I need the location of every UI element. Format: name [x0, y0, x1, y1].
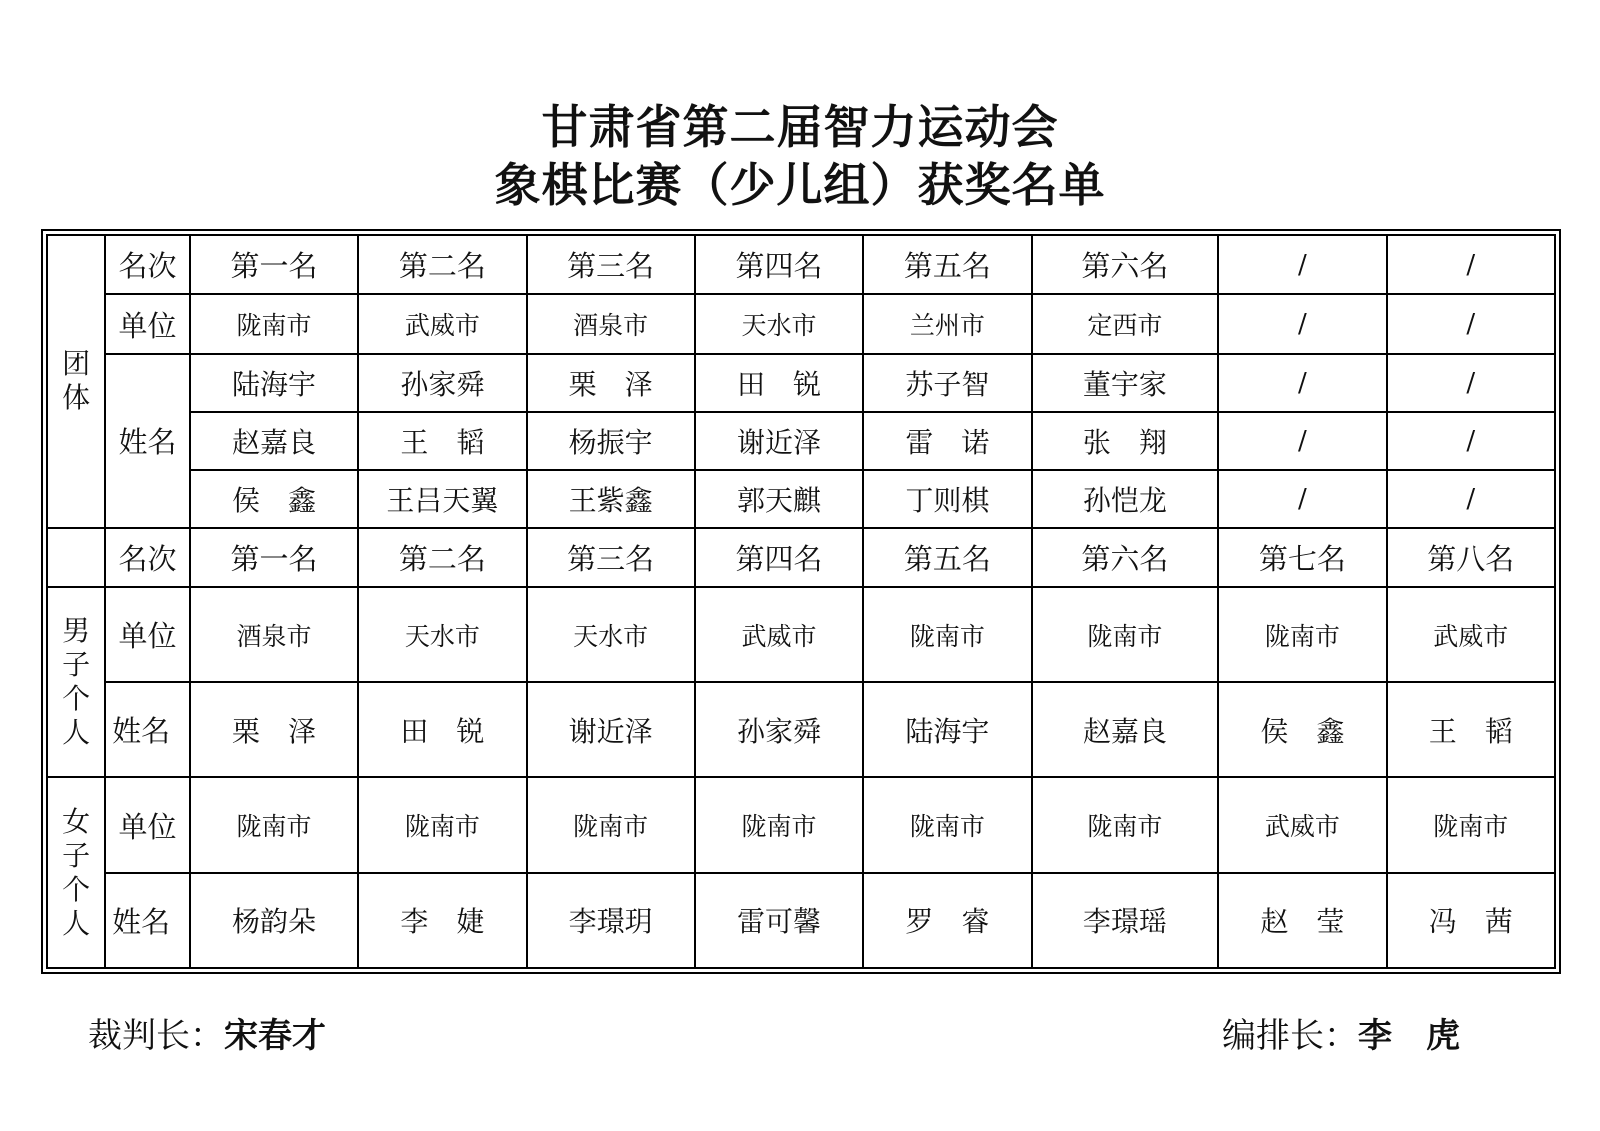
team-group-label — [47, 235, 105, 528]
team-rank-cell: 第六名 — [1032, 235, 1219, 294]
team-name-cell: 谢近泽 — [695, 412, 863, 470]
unit-label: 单位 — [105, 294, 190, 353]
referee-name: 宋春才 — [224, 1016, 326, 1056]
team-unit-cell: 定西市 — [1032, 294, 1219, 353]
name-label: 姓名 — [105, 354, 190, 528]
team-name-row — [47, 412, 1555, 470]
women-name-cell: 罗 睿 — [863, 873, 1031, 968]
team-unit-cell: 天水市 — [695, 294, 863, 353]
team-name-cell: / — [1387, 354, 1555, 412]
individual-rank-cell: 第三名 — [527, 528, 695, 587]
individual-rank-cell: 第八名 — [1387, 528, 1555, 587]
women-unit-cell: 陇南市 — [358, 777, 526, 872]
women-name-cell: 冯 茜 — [1387, 873, 1555, 968]
women-name-cell: 李 婕 — [358, 873, 526, 968]
team-name-cell: 杨振宇 — [527, 412, 695, 470]
rank-label: 名次 — [105, 235, 190, 294]
team-name-cell: 王吕天翼 — [358, 470, 526, 528]
team-unit-cell: 酒泉市 — [527, 294, 695, 353]
team-name-cell: 雷 诺 — [863, 412, 1031, 470]
men-name-cell: 侯 鑫 — [1218, 682, 1386, 777]
men-unit-cell: 武威市 — [1387, 587, 1555, 682]
men-unit-row — [47, 587, 1555, 682]
name-label: 姓名 — [105, 682, 190, 777]
team-name-cell: 董宇家 — [1032, 354, 1219, 412]
team-rank-cell: 第一名 — [190, 235, 358, 294]
team-name-cell: 侯 鑫 — [190, 470, 358, 528]
individual-rank-cell: 第七名 — [1218, 528, 1386, 587]
individual-rank-cell: 第四名 — [695, 528, 863, 587]
unit-label: 单位 — [105, 777, 190, 872]
document-title-line1: 甘肃省第二届智力运动会 — [541, 100, 1059, 154]
team-name-cell: / — [1387, 412, 1555, 470]
women-name-cell: 李璟瑶 — [1032, 873, 1219, 968]
name-label: 姓名 — [105, 873, 190, 968]
team-group-char: 体 — [62, 381, 91, 415]
team-rank-cell: 第五名 — [863, 235, 1031, 294]
team-name-cell: 栗 泽 — [527, 354, 695, 412]
women-group-char: 子 — [62, 838, 91, 872]
men-unit-cell: 酒泉市 — [190, 587, 358, 682]
team-unit-cell: / — [1218, 294, 1386, 353]
men-name-cell: 赵嘉良 — [1032, 682, 1219, 777]
team-name-cell: / — [1218, 354, 1386, 412]
referee-signature — [88, 1008, 326, 1057]
women-name-row — [47, 873, 1555, 968]
team-name-cell: / — [1218, 412, 1386, 470]
team-unit-cell: 武威市 — [358, 294, 526, 353]
team-rank-cell: 第二名 — [358, 235, 526, 294]
unit-label: 单位 — [105, 587, 190, 682]
team-name-cell: 孙恺龙 — [1032, 470, 1219, 528]
team-name-cell: 王 韬 — [358, 412, 526, 470]
team-rank-cell: / — [1387, 235, 1555, 294]
team-name-cell: 王紫鑫 — [527, 470, 695, 528]
women-unit-cell: 陇南市 — [863, 777, 1031, 872]
women-unit-cell: 陇南市 — [190, 777, 358, 872]
arranger-label: 编排长： — [1222, 1016, 1358, 1056]
team-rank-row — [47, 235, 1555, 294]
women-unit-cell: 陇南市 — [695, 777, 863, 872]
men-unit-cell: 天水市 — [527, 587, 695, 682]
men-unit-cell: 陇南市 — [863, 587, 1031, 682]
men-name-cell: 孙家舜 — [695, 682, 863, 777]
men-group-char: 个 — [62, 682, 91, 716]
men-group-char: 人 — [62, 716, 91, 750]
men-unit-cell: 陇南市 — [1218, 587, 1386, 682]
arranger-signature — [1222, 1008, 1460, 1057]
results-table — [46, 234, 1556, 969]
men-group-char: 男 — [62, 614, 91, 648]
women-unit-cell: 陇南市 — [1032, 777, 1219, 872]
team-name-row — [47, 354, 1555, 412]
team-name-cell: 赵嘉良 — [190, 412, 358, 470]
team-rank-cell: 第四名 — [695, 235, 863, 294]
team-name-row — [47, 470, 1555, 528]
team-rank-cell: 第三名 — [527, 235, 695, 294]
empty-cell — [47, 528, 105, 587]
women-group-char: 个 — [62, 872, 91, 906]
women-name-cell: 杨韵朵 — [190, 873, 358, 968]
team-name-cell: 郭天麒 — [695, 470, 863, 528]
results-table-frame — [41, 229, 1561, 974]
men-unit-cell: 陇南市 — [1032, 587, 1219, 682]
women-unit-cell: 武威市 — [1218, 777, 1386, 872]
men-name-row — [47, 682, 1555, 777]
rank-label: 名次 — [105, 528, 190, 587]
women-group-char: 人 — [62, 906, 91, 940]
team-unit-row — [47, 294, 1555, 353]
individual-rank-cell: 第一名 — [190, 528, 358, 587]
men-name-cell: 陆海宇 — [863, 682, 1031, 777]
women-unit-row — [47, 777, 1555, 872]
team-name-cell: 张 翔 — [1032, 412, 1219, 470]
women-group-label — [47, 777, 105, 968]
arranger-name: 李 虎 — [1358, 1016, 1460, 1056]
men-name-cell: 栗 泽 — [190, 682, 358, 777]
individual-rank-row — [47, 528, 1555, 587]
men-group-char: 子 — [62, 648, 91, 682]
men-name-cell: 谢近泽 — [527, 682, 695, 777]
men-name-cell: 田 锐 — [358, 682, 526, 777]
referee-label: 裁判长： — [88, 1016, 224, 1056]
men-name-cell: 王 韬 — [1387, 682, 1555, 777]
women-name-cell: 赵 莹 — [1218, 873, 1386, 968]
men-unit-cell: 天水市 — [358, 587, 526, 682]
team-unit-cell: / — [1387, 294, 1555, 353]
individual-rank-cell: 第五名 — [863, 528, 1031, 587]
document-title-line2: 象棋比赛（少儿组）获奖名单 — [494, 158, 1106, 212]
team-unit-cell: 兰州市 — [863, 294, 1031, 353]
team-name-cell: / — [1387, 470, 1555, 528]
men-group-label — [47, 587, 105, 777]
women-unit-cell: 陇南市 — [1387, 777, 1555, 872]
women-name-cell: 雷可馨 — [695, 873, 863, 968]
team-name-cell: 陆海宇 — [190, 354, 358, 412]
individual-rank-cell: 第二名 — [358, 528, 526, 587]
women-name-cell: 李璟玥 — [527, 873, 695, 968]
team-name-cell: 孙家舜 — [358, 354, 526, 412]
women-unit-cell: 陇南市 — [527, 777, 695, 872]
team-name-cell: / — [1218, 470, 1386, 528]
team-name-cell: 田 锐 — [695, 354, 863, 412]
team-name-cell: 丁则棋 — [863, 470, 1031, 528]
men-unit-cell: 武威市 — [695, 587, 863, 682]
women-group-char: 女 — [62, 804, 91, 838]
team-unit-cell: 陇南市 — [190, 294, 358, 353]
team-rank-cell: / — [1218, 235, 1386, 294]
team-name-cell: 苏子智 — [863, 354, 1031, 412]
team-group-char: 团 — [62, 347, 91, 381]
individual-rank-cell: 第六名 — [1032, 528, 1219, 587]
